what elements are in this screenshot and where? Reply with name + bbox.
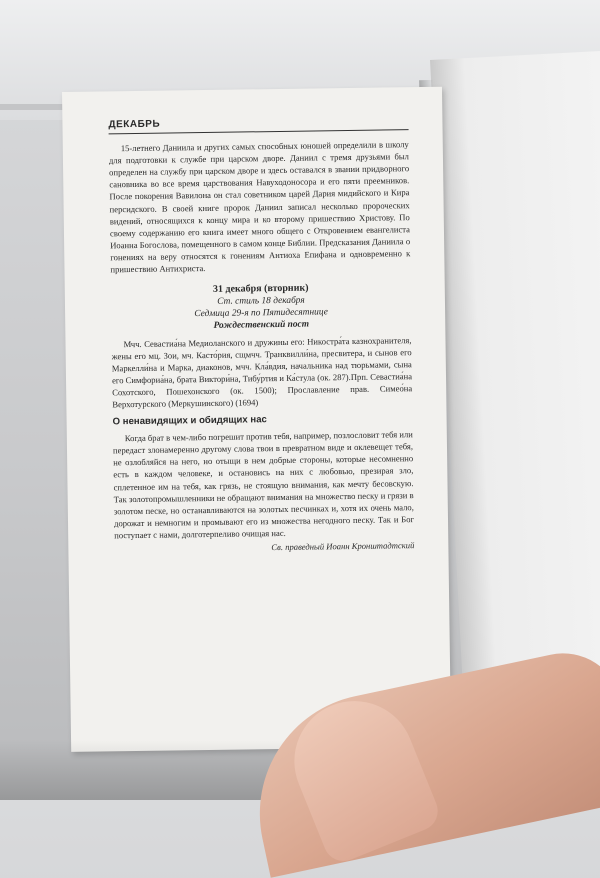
intro-paragraph: 15-летнего Даниила и других самых способных юношей определили в школу для подготовки к службе при царском дворе. Даниил с тремя друзьями был определен на службу при царском дворе и здесь оставался в звании придворного сановника во все время царствования Навуходоносора и его пяти преемников. После покорения Вавилона он стал советником царей Дария мидийского и Кира персидского. В своей книге пророк Даниил записал несколько пророческих видений, относящихся к концу мира и ко второму пришествию Христову. По своему содержанию его книга имеет много общего с Откровением евангелиста Иоанна Богослова, помещенного в самом конце Библии. Предсказания Даниила о гонениях на веру относятся к гонениям Антиоха Епифана и одновременно к пришествию Антихриста. <box>108 139 411 275</box>
signature: Св. праведный Иоанн Кронштадтский <box>271 540 415 553</box>
saints-commemoration: Мчч. Севастиа́на Медиоланского и дружины его: Никостра́та казнохранителя, жены его мц. Зои, мч. Касто́рия, сщмчч. Транквилли́на, пресвитера, и сынов его Маркелли́на и Марка, диаконов, мчч. Кла́вдия, начальника над тюрьмами, сына его Симфориа́на, брата Виктори́на, Тибу́ртия и Ка́стула (ок. 287).Прп. Севастиа́на Сохотского, Пошехонского (ок. 1500); Прославление прав. Симео́на Верхотурского (Меркушинского) (1694) <box>111 334 413 410</box>
teaching-paragraph: Когда брат в чем-либо погрешит против тебя, например, позлословит тебя или передаст злонамеренно другому слова твои в превратном виде и оклевещет тебя, не озлобляйся на него, но отыщи в нем добрые стороны, которые несомненно есть в каждом человеке, и остановись на них с любовью, презирая зло, сплетенное им на тебя, как грязь, не стоящую внимания, как мечту бесовскую. Так золотопромышленники не обращают внимания на множество песку и грязи в золотом песке, но останавливаются на золотых песчинках и, хотя их очень мало, дорожат и немногим и промывают его из множества негодного песку. Так и Бог поступает с нами, долготерпеливо очищая нас. <box>112 429 415 541</box>
page-text-block <box>108 115 414 555</box>
right-book-page <box>430 50 600 759</box>
running-head: ДЕКАБРЬ <box>108 115 408 134</box>
date-block <box>111 281 412 334</box>
left-book-page <box>62 87 451 752</box>
section-title: О ненавидящих и обидящих нас <box>112 414 267 428</box>
week-label: Седмица 29-я по Пятидесятнице <box>194 307 328 320</box>
date-heading: 31 декабря (вторник) <box>212 282 309 296</box>
old-style-date: Ст. стиль 18 декабря <box>217 295 305 308</box>
fast-label: Рождественский пост <box>213 319 310 332</box>
